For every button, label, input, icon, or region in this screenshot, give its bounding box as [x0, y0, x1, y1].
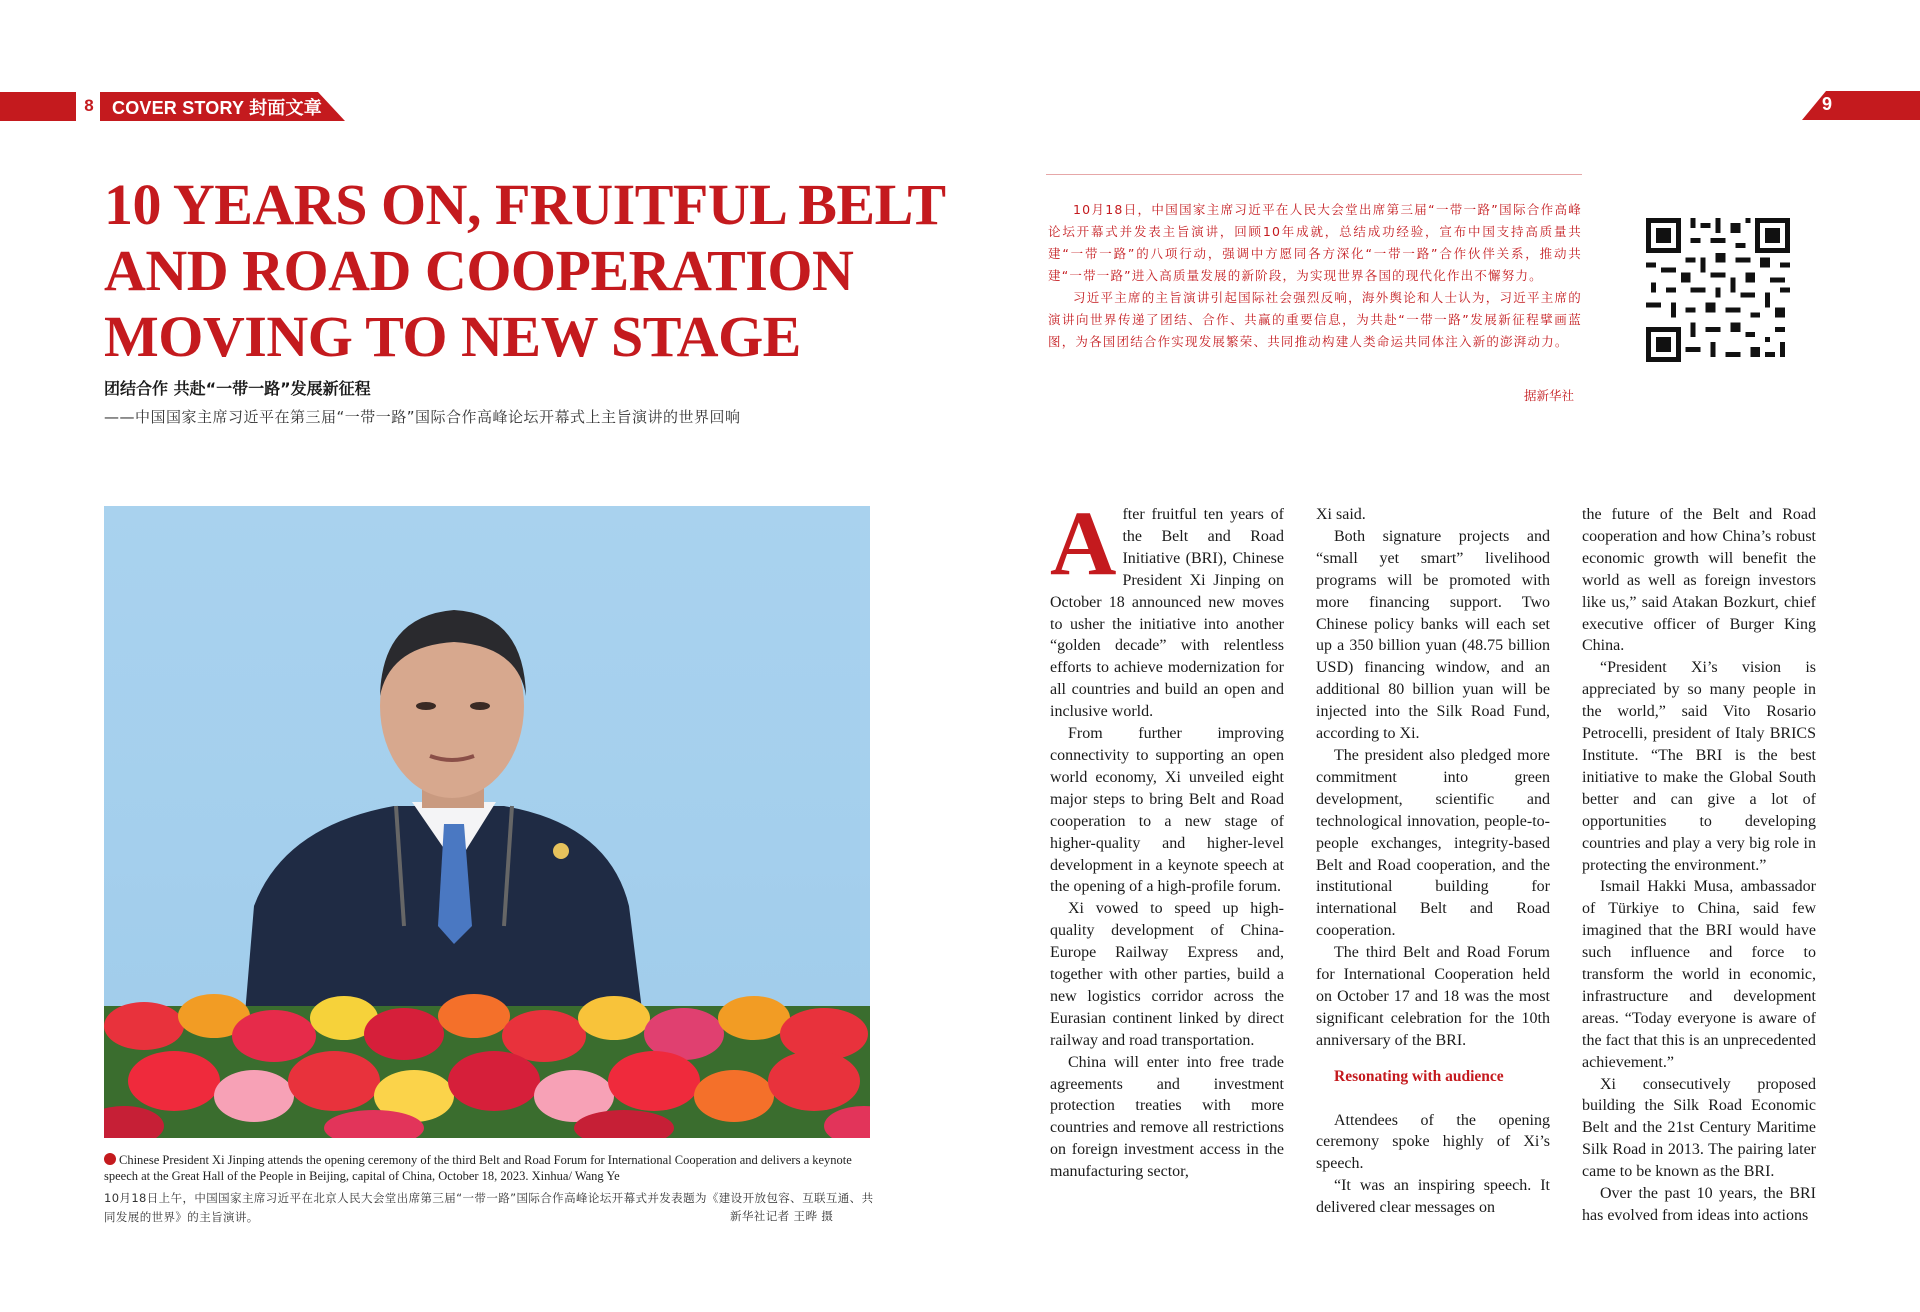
photo-credit: 新华社记者 王晔 摄	[730, 1209, 834, 1223]
intro-paragraph: 10月18日，中国国家主席习近平在人民大会堂出席第三届“一带一路”国际合作高峰论坛开幕式并发表主旨演讲，回顾10年成就，总结成功经验，宣布中国支持高质量共建“一带一路”的八项行动，强调中方愿同各方深化“一带一路”合作伙伴关系，推动共建“一带一路”进入高质量发展的新阶段，为实现世界各国的现代化作出不懈努力。	[1048, 202, 1582, 283]
page-number-left: 8	[84, 96, 94, 115]
qr-code[interactable]	[1646, 218, 1790, 362]
intro-summary	[1048, 199, 1582, 353]
body-paragraph: “It was an inspiring speech. It delivered clear messages on	[1316, 1177, 1550, 1217]
body-paragraph: China will enter into free trade agreements and investment protection treaties with more countries and remove all restrictions on foreign investment access in the manufacturing sector,	[1050, 1053, 1284, 1181]
article-column-2	[1316, 504, 1550, 1219]
page-number-tab	[0, 92, 76, 121]
photo-caption-chinese: 10月18日上午，中国国家主席习近平在北京人民大会堂出席第三届“一带一路”国际合作高峰论坛开幕式并发表题为《建设开放包容、互联互通、共同发展的世界》的主旨演讲。	[104, 1191, 874, 1224]
headline	[104, 172, 946, 370]
speaker-illustration	[104, 506, 870, 1138]
body-paragraph: Both signature projects and “small yet smart” livelihood programs will be promoted with more financing support. Two Chinese policy banks will each set up a 350 billion yuan (48.75 billion USD) financing window, and an additional 80 billion yuan will be injected into the Silk Road Fund, according to Xi.	[1316, 527, 1550, 743]
body-paragraph: Attendees of the opening ceremony spoke highly of Xi’s speech.	[1316, 1111, 1550, 1173]
body-paragraph: Xi said.	[1316, 506, 1366, 523]
photo-caption	[104, 1152, 874, 1184]
page-number-right: 9	[1822, 94, 1833, 114]
body-paragraph: “President Xi’s vision is appreciated by so many people in the world,” said Vito Rosario Petrocelli, president of Italy BRICS Institute. “The BRI is the best initiative to make the Global South better and can give a lot of opportunities to developing countries and play a very big role in protecting the environment.”	[1582, 659, 1816, 874]
body-paragraph: Over the past 10 years, the BRI has evolved from ideas into actions	[1582, 1185, 1816, 1224]
section-label: COVER STORY 封面文章	[112, 98, 322, 118]
body-paragraph: fter fruitful ten years of the Belt and Road Initiative (BRI), Chinese President Xi Jinping on October 18 announced new moves to usher the initiative into another “golden decade” with relentless efforts to achieve modernization for all countries and build an open and inclusive world.	[1050, 506, 1284, 721]
body-paragraph: The president also pledged more commitment into green development, scientific and technological innovation, people-to-people exchanges, integrity-based Belt and Road cooperation, and the institutional building for international Belt and Road cooperation.	[1316, 746, 1550, 940]
headline-line: 10 YEARS ON, FRUITFUL BELT	[104, 172, 946, 237]
intro-source: 据新华社	[1524, 388, 1575, 403]
body-paragraph: Xi vowed to speed up high-quality development of China-Europe Railway Express and, together with other parties, build a new logistics corridor across the Eurasian continent linked by direct railway and road transportation.	[1050, 900, 1284, 1049]
cover-photo	[104, 506, 870, 1138]
body-paragraph: Xi consecutively proposed building the Silk Road Economic Belt and the 21st Century Maritime Silk Road in 2013. The pairing later came to be known as the BRI.	[1582, 1075, 1816, 1181]
intro-paragraph: 习近平主席的主旨演讲引起国际社会强烈反响，海外舆论和人士认为，习近平主席的演讲向世界传递了团结、合作、共赢的重要信息，为共赴“一带一路”发展新征程擘画蓝图，为各国团结合作实现发展繁荣、共同推动构建人类命运共同体注入新的澎湃动力。	[1048, 290, 1582, 349]
drop-cap: A	[1050, 492, 1117, 594]
headline-line: AND ROAD COOPERATION	[104, 238, 854, 303]
article-column-1	[1050, 492, 1284, 1183]
body-paragraph: the future of the Belt and Road cooperation and how China’s robust economic growth will benefit the world as well as foreign investors like us,” said Atakan Bozkurt, chief executive officer of Burger King China.	[1582, 506, 1816, 655]
chinese-title: 团结合作 共赴“一带一路”发展新征程	[104, 379, 371, 398]
body-paragraph: Ismail Hakki Musa, ambassador of Türkiye to China, said few imagined that the BRI would have such influence and force to transform the world in economic, infrastructure and development areas. “Today everyone is aware of the fact that this is an unprecedented achievement.”	[1582, 878, 1816, 1071]
headline-line: MOVING TO NEW STAGE	[104, 304, 801, 369]
header-band-right	[1802, 91, 1920, 120]
photo-caption-text: Chinese President Xi Jinping attends the opening ceremony of the third Belt and Road Forum for International Cooperation and delivers a keynote speech at the Great Hall of the People in Beijing, capital of China, October 18, 2023. Xinhua/ Wang Ye	[104, 1153, 852, 1183]
intro-divider	[1046, 174, 1582, 175]
body-paragraph: The third Belt and Road Forum for International Cooperation held on October 17 and 18 was the most significant celebration for the 10th anniversary of the BRI.	[1316, 944, 1550, 1049]
article-column-3	[1582, 504, 1816, 1227]
body-paragraph: From further improving connectivity to supporting an open world economy, Xi unveiled eight major steps to bring Belt and Road cooperation to a new stage of higher-quality and higher-level development in a keynote speech at the opening of a high-profile forum.	[1050, 725, 1284, 896]
section-subhead: Resonating with audience	[1334, 1067, 1504, 1085]
chinese-subtitle: ——中国国家主席习近平在第三届“一带一路”国际合作高峰论坛开幕式上主旨演讲的世界回响	[104, 408, 741, 426]
caption-marker-icon	[104, 1153, 116, 1165]
